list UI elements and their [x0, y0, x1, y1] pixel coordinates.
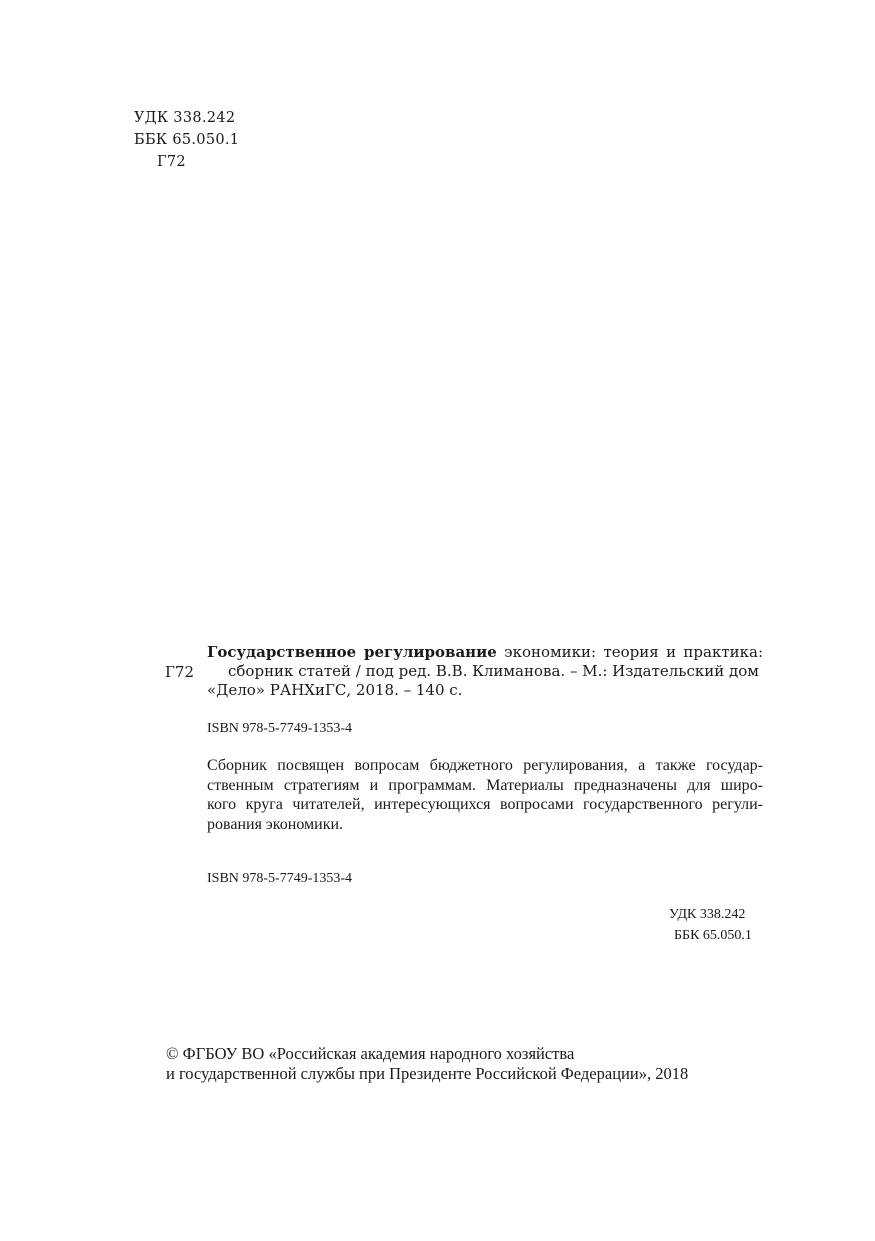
- top-author-mark: Г72: [157, 154, 186, 170]
- annotation-line-4: рования экономики.: [207, 815, 344, 833]
- isbn-top: ISBN 978-5-7749-1353-4: [207, 721, 353, 736]
- isbn-bottom: ISBN 978-5-7749-1353-4: [207, 871, 353, 886]
- top-udk-code: УДК 338.242: [134, 110, 236, 126]
- copyright-notice: [166, 1044, 688, 1084]
- annotation-line-1: Сборник посвящен вопросам бюджетного регулирования, а также государ-: [207, 757, 763, 774]
- copyright-line-2: и государственной службы при Президенте Российской Федерации», 2018: [166, 1064, 689, 1083]
- entry-line-2: сборник статей / под ред. В.В. Климанова. – М.: Издательский дом: [228, 662, 759, 680]
- annotation-line-3: кого круга читателей, интересующихся вопросами государственного регули-: [207, 796, 763, 813]
- entry-author-mark: Г72: [165, 663, 195, 681]
- entry-title-line: [207, 643, 763, 662]
- annotation-paragraph: [207, 756, 763, 834]
- annotation-line-2: ственным стратегиям и программам. Материалы предназначены для широ-: [207, 776, 763, 794]
- entry-title-bold: Государственное регулирование: [207, 643, 497, 661]
- entry-line-3: «Дело» РАНХиГС, 2018. – 140 с.: [207, 681, 463, 699]
- bottom-udk-code: УДК 338.242: [669, 907, 746, 922]
- entry-title-rest: экономики: теория и практика:: [496, 643, 764, 661]
- bottom-bbk-code: ББК 65.050.1: [674, 928, 752, 943]
- copyright-line-1: © ФГБОУ ВО «Российская академия народного хозяйства: [166, 1044, 575, 1063]
- top-bbk-code: ББК 65.050.1: [134, 132, 240, 148]
- bibliographic-entry: [207, 643, 763, 700]
